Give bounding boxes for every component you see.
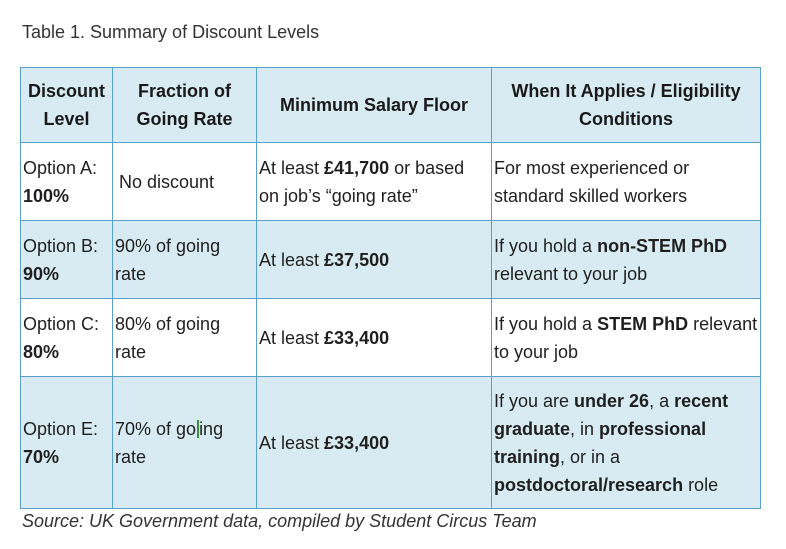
salary-amount: £37,500 xyxy=(324,249,390,270)
option-percent: 80% xyxy=(23,341,60,362)
salary-amount: £33,400 xyxy=(324,432,390,453)
conditions-emphasis: under 26 xyxy=(574,390,650,411)
fraction-cell xyxy=(113,299,257,377)
fraction-text: 70% of go xyxy=(115,418,197,439)
fraction-text: No discount xyxy=(119,171,215,192)
conditions-text: If you are xyxy=(494,390,575,411)
level-cell xyxy=(21,377,113,509)
conditions-text: If you hold a xyxy=(494,313,598,334)
table-row xyxy=(21,221,761,299)
conditions-text: If you hold a xyxy=(494,235,598,256)
conditions-cell xyxy=(492,221,761,299)
fraction-text: ing rate xyxy=(115,418,224,467)
conditions-text: For most experienced or standard skilled workers xyxy=(494,157,690,206)
conditions-text: , a xyxy=(649,390,675,411)
salary-cell xyxy=(257,377,492,509)
level-cell xyxy=(21,299,113,377)
fraction-cell[interactable] xyxy=(113,377,257,509)
option-percent: 90% xyxy=(23,263,60,284)
conditions-emphasis: postdoctoral/research xyxy=(494,474,684,495)
fraction-text: 90% of going rate xyxy=(115,235,221,284)
header-discount-level: Discount Level xyxy=(21,68,113,143)
fraction-cell xyxy=(113,143,257,221)
fraction-cell xyxy=(113,221,257,299)
option-label: Option C: xyxy=(23,313,100,334)
table-header-row xyxy=(21,68,761,143)
header-salary-floor: Minimum Salary Floor xyxy=(257,68,492,143)
conditions-text: relevant to your job xyxy=(494,313,758,362)
conditions-cell xyxy=(492,299,761,377)
salary-prefix: At least xyxy=(259,157,325,178)
option-percent: 100% xyxy=(23,185,70,206)
salary-cell xyxy=(257,299,492,377)
header-conditions: When It Applies / Eligibility Conditions xyxy=(492,68,761,143)
conditions-text: , in xyxy=(570,418,600,439)
salary-amount: £41,700 xyxy=(324,157,390,178)
conditions-emphasis: non-STEM PhD xyxy=(597,235,728,256)
option-label: Option B: xyxy=(23,235,99,256)
option-label: Option A: xyxy=(23,157,98,178)
salary-prefix: At least xyxy=(259,327,325,348)
conditions-emphasis: professional training xyxy=(494,418,707,467)
header-fraction: Fraction of Going Rate xyxy=(113,68,257,143)
option-percent: 70% xyxy=(23,446,60,467)
salary-cell xyxy=(257,143,492,221)
table-row xyxy=(21,299,761,377)
conditions-emphasis: recent graduate xyxy=(494,390,729,439)
source-note: Source: UK Government data, compiled by Student Circus Team xyxy=(22,511,537,531)
table-row xyxy=(21,143,761,221)
salary-prefix: At least xyxy=(259,432,325,453)
salary-cell xyxy=(257,221,492,299)
conditions-text: , or in a xyxy=(560,446,621,467)
table-row xyxy=(21,377,761,509)
conditions-text: relevant to your job xyxy=(494,263,648,284)
salary-prefix: At least xyxy=(259,249,325,270)
option-label: Option E: xyxy=(23,418,99,439)
table-caption: Table 1. Summary of Discount Levels xyxy=(22,22,320,42)
salary-suffix: or based on job’s “going rate” xyxy=(259,157,465,206)
conditions-text: role xyxy=(683,474,719,495)
level-cell xyxy=(21,143,113,221)
discount-levels-table xyxy=(20,67,761,509)
salary-amount: £33,400 xyxy=(324,327,390,348)
conditions-cell xyxy=(492,377,761,509)
conditions-emphasis: STEM PhD xyxy=(597,313,689,334)
conditions-cell xyxy=(492,143,761,221)
level-cell xyxy=(21,221,113,299)
fraction-text: 80% of going rate xyxy=(115,313,221,362)
